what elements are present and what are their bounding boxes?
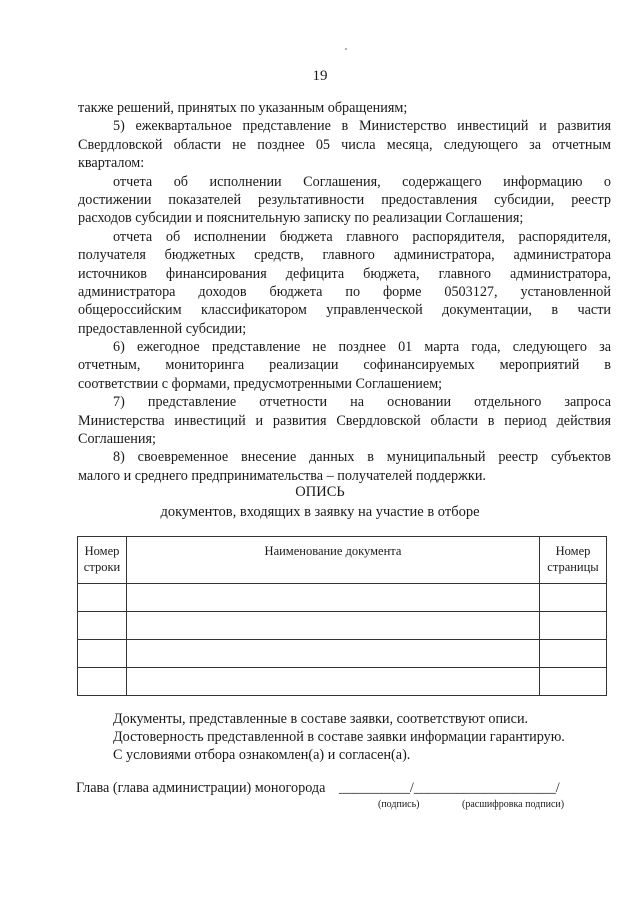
- text-line: 8) своевременное внесение данных в муниципальный реестр субъектов: [113, 449, 611, 466]
- footer-line: Достоверность представленной в составе заявки информации гарантирую.: [113, 729, 565, 745]
- text-line: отчета об исполнении бюджета главного распорядителя, распорядителя,: [113, 228, 611, 245]
- scan-dot: [345, 48, 347, 50]
- signature-blank: __________/____________________/: [338, 780, 560, 796]
- col-row-number-header: Номер строки: [78, 537, 127, 584]
- col-document-name-header: Наименование документа: [127, 537, 540, 584]
- text-line: Министерства инвестиций и развития Свердловской области в период действия: [78, 412, 611, 429]
- text-line: соответствии с формами, предусмотренными Соглашением;: [78, 375, 443, 392]
- table-row: [78, 612, 607, 640]
- text-line: общероссийским классификатором управленческой документации, в части: [78, 302, 611, 319]
- text-line: получателя бюджетных средств, главного администратора, администратора: [78, 247, 611, 264]
- table-row: [78, 640, 607, 668]
- caption-decode: (расшифровка подписи): [462, 799, 565, 810]
- col-page-number-header: Номер страницы: [540, 537, 607, 584]
- text-line: кварталом:: [78, 155, 145, 172]
- text-line: также решений, принятых по указанным обращениям;: [78, 100, 408, 116]
- text-line: администратора доходов бюджета по форме 0503127, установленной: [78, 283, 611, 300]
- text-line: источников финансирования дефицита бюджета, главного администратора,: [78, 265, 611, 282]
- page-number: 19: [312, 68, 328, 84]
- text-line: Свердловской области не позднее 05 числа месяца, следующего за отчетным: [78, 136, 611, 153]
- caption-sign: (подпись): [378, 799, 420, 810]
- text-line: малого и среднего предпринимательства – получателей поддержки.: [78, 467, 486, 484]
- text-line: Соглашения;: [78, 431, 156, 448]
- signature-label: Глава (глава администрации) моногорода: [76, 780, 326, 796]
- text-line: предоставленной субсидии;: [78, 320, 247, 337]
- opis-subtitle: документов, входящих в заявку на участие в отборе: [160, 504, 480, 520]
- footer-line: С условиями отбора ознакомлен(а) и согласен(а).: [113, 747, 411, 763]
- body-text: [78, 99, 611, 485]
- text-line: отчетным, мониторинга реализации софинансируемых мероприятий в: [78, 357, 611, 374]
- text-line: достижении показателей результативности предоставления субсидии, реестр: [78, 191, 611, 208]
- text-line: 7) представление отчетности на основании отдельного запроса: [113, 394, 611, 411]
- text-line: 6) ежегодное представление не позднее 01 марта года, следующего за: [113, 339, 611, 356]
- documents-table: [77, 536, 607, 696]
- text-line: 5) ежеквартальное представление в Министерство инвестиций и развития: [113, 118, 611, 135]
- footer-line: Документы, представленные в составе заявки, соответствуют описи.: [113, 711, 529, 727]
- text-line: отчета об исполнении Соглашения, содержащего информацию о: [113, 173, 611, 190]
- table-row: [78, 584, 607, 612]
- table-row: [78, 668, 607, 696]
- opis-title: ОПИСЬ: [295, 484, 345, 500]
- text-line: расходов субсидии и пояснительную записку по реализации Соглашения;: [78, 210, 524, 227]
- table-header-row: [78, 537, 607, 584]
- signature-line: [76, 780, 560, 797]
